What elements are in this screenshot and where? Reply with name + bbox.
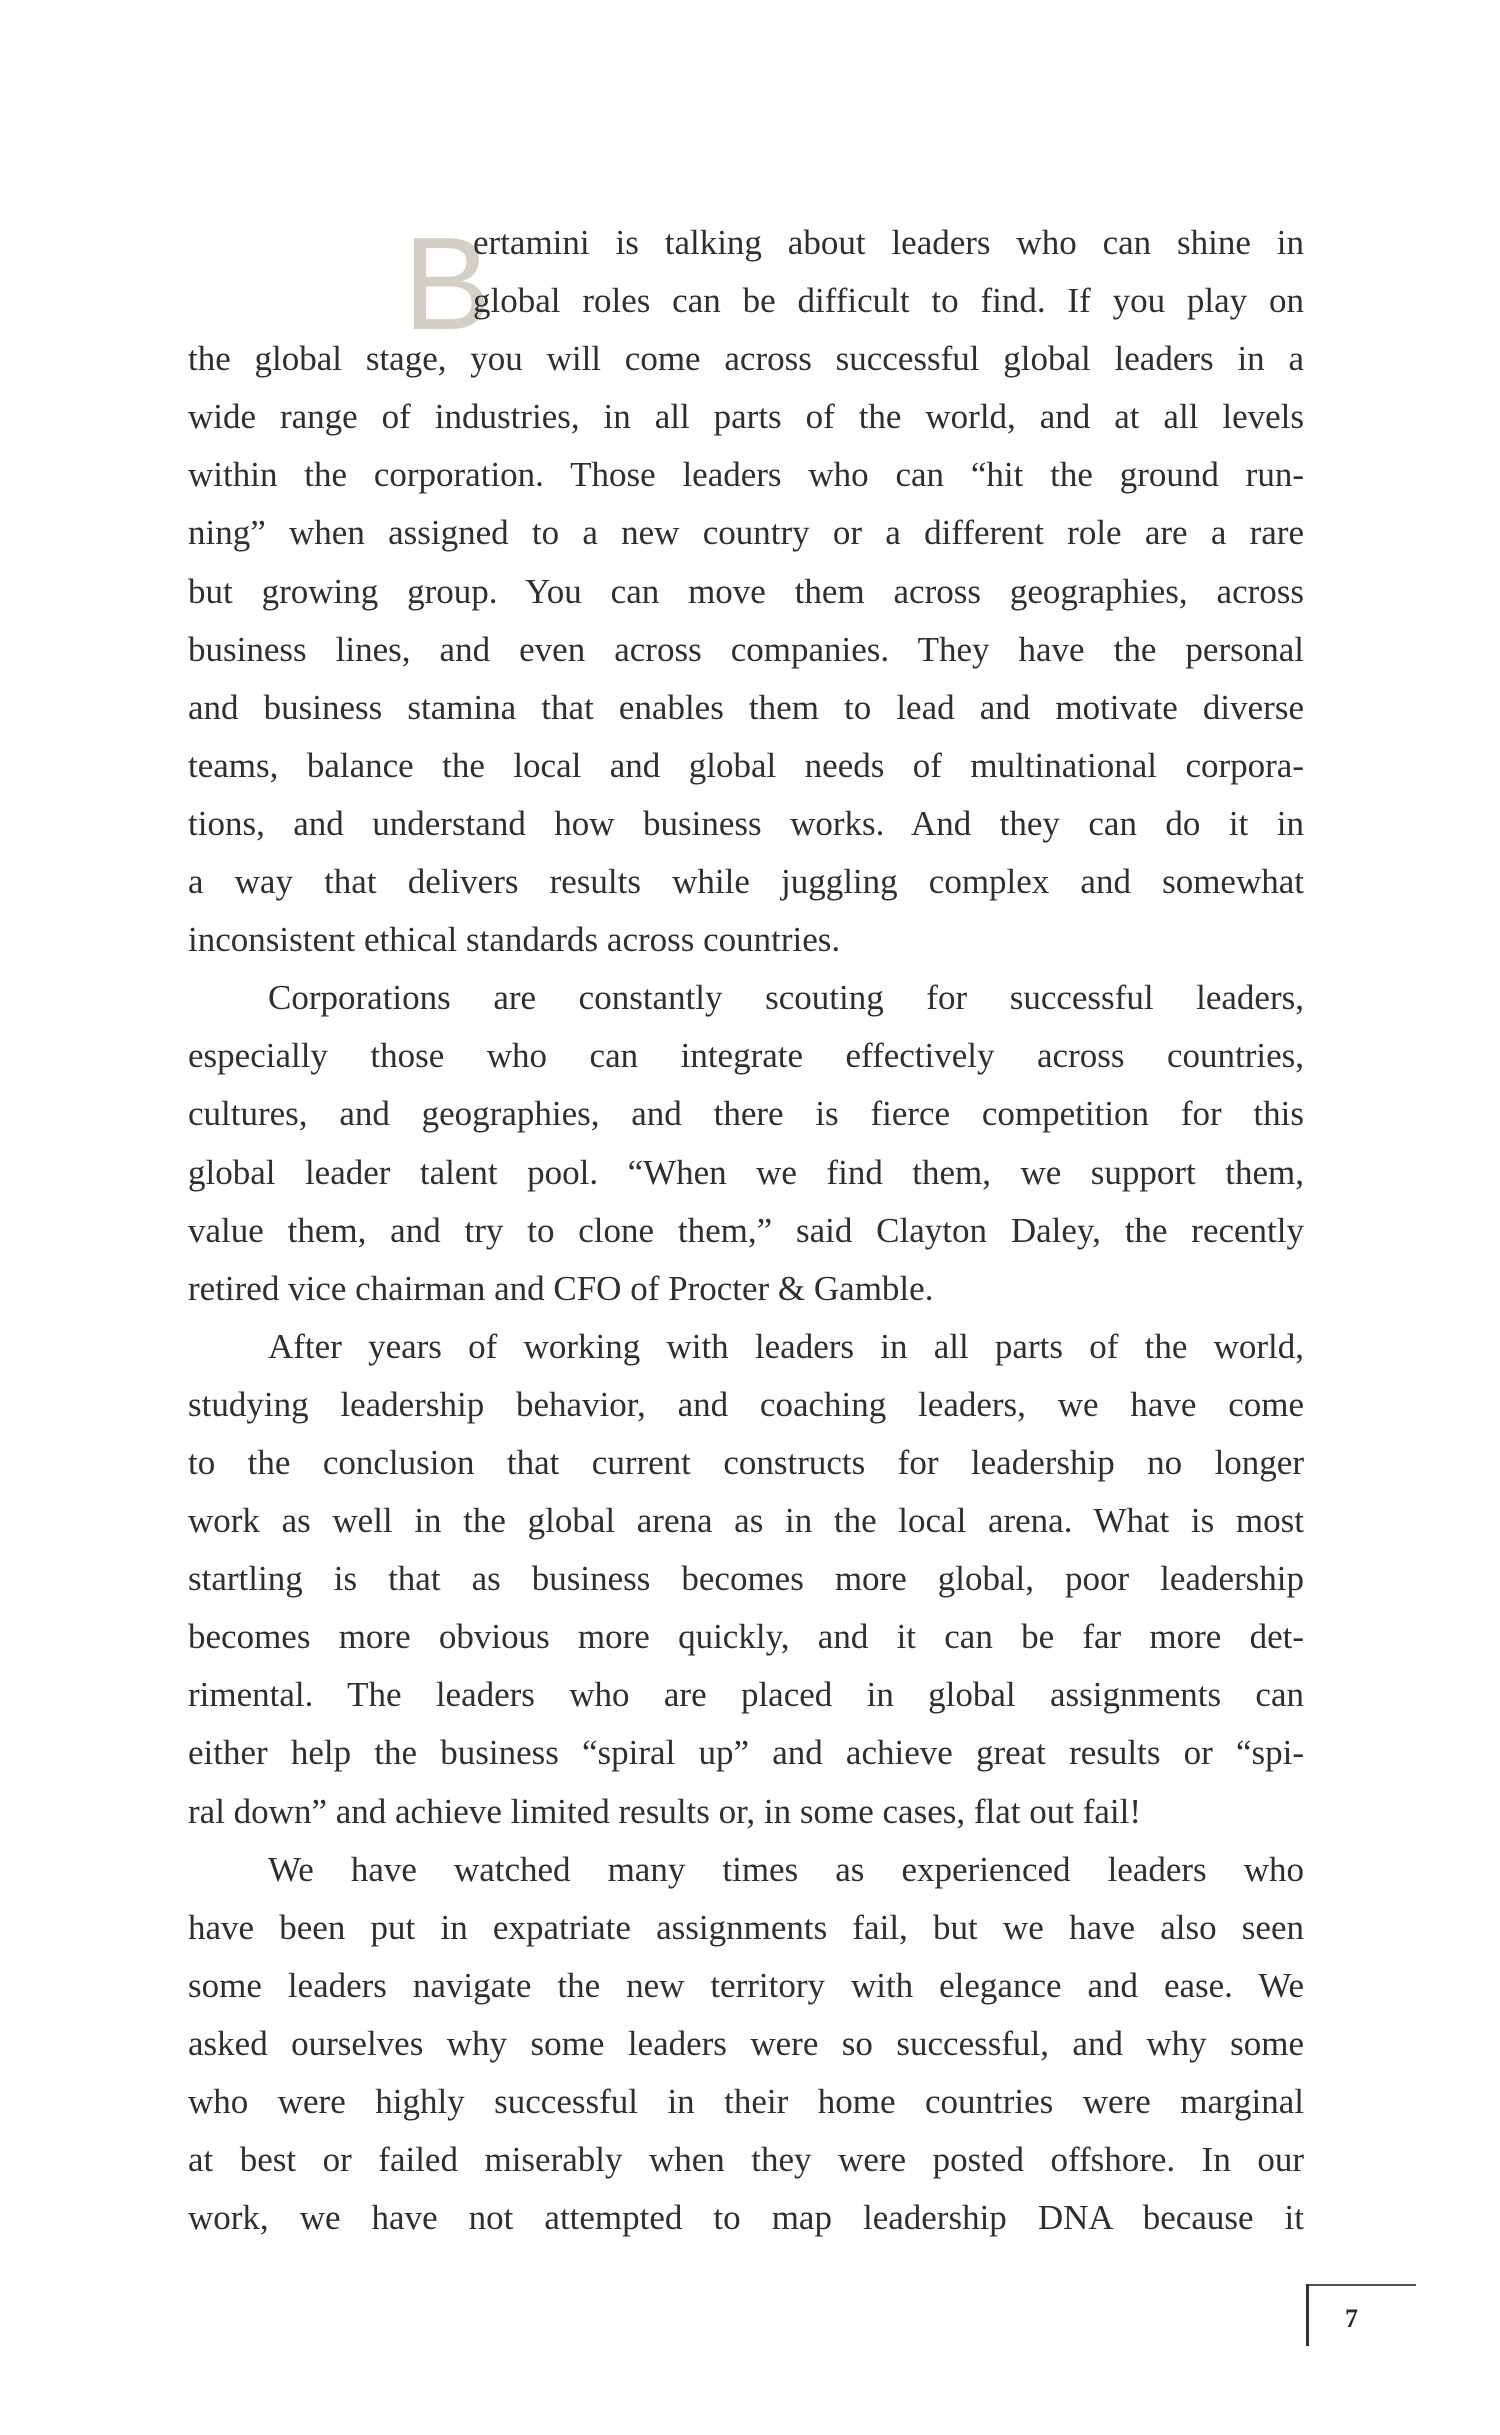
text-line: wide range of industries, in all parts of the world, and at all levels <box>188 397 1304 437</box>
text-line: work as well in the global arena as in the local arena. What is most <box>188 1501 1304 1541</box>
bracket-horizontal-rule <box>1309 2284 1416 2286</box>
bracket-vertical-rule <box>1306 2284 1309 2346</box>
text-line: ral down” and achieve limited results or, in some cases, flat out fail! <box>188 1791 1142 1831</box>
page-number-bracket <box>1306 2284 1416 2346</box>
text-line: After years of working with leaders in all parts of the world, <box>268 1326 1304 1366</box>
text-line: some leaders navigate the new territory with elegance and ease. We <box>188 1965 1304 2005</box>
text-line: studying leadership behavior, and coaching leaders, we have come <box>188 1384 1304 1424</box>
text-line: We have watched many times as experienced leaders who <box>268 1849 1304 1889</box>
text-line: retired vice chairman and CFO of Procter & Gamble. <box>188 1268 934 1308</box>
text-line: the global stage, you will come across successful global leaders in a <box>188 339 1304 379</box>
text-line: teams, balance the local and global needs of multinational corpora- <box>188 745 1304 785</box>
text-line: within the corporation. Those leaders who can “hit the ground run- <box>188 455 1304 495</box>
drop-cap: B <box>403 210 492 357</box>
text-line: to the conclusion that current constructs for leadership no longer <box>188 1442 1304 1482</box>
text-line: inconsistent ethical standards across countries. <box>188 920 841 960</box>
text-line: especially those who can integrate effectively across countries, <box>188 1036 1304 1076</box>
text-line: business lines, and even across companies. They have the personal <box>188 629 1304 669</box>
page-number: 7 <box>1345 2304 1358 2333</box>
text-line: global roles can be difficult to find. If you play on <box>473 281 1304 321</box>
text-line: at best or failed miserably when they were posted offshore. In our <box>188 2140 1304 2180</box>
text-line: startling is that as business becomes more global, poor leadership <box>188 1559 1304 1599</box>
text-line: ning” when assigned to a new country or a different role are a rare <box>188 513 1304 553</box>
text-line: either help the business “spiral up” and achieve great results or “spi- <box>188 1733 1304 1773</box>
text-line: cultures, and geographies, and there is fierce competition for this <box>188 1094 1304 1134</box>
text-line: tions, and understand how business works. And they can do it in <box>188 803 1304 843</box>
text-line: global leader talent pool. “When we find them, we support them, <box>188 1152 1304 1192</box>
text-line: ertamini is talking about leaders who can shine in <box>473 223 1304 262</box>
text-line: have been put in expatriate assignments fail, but we have also seen <box>188 1907 1304 1947</box>
text-line: value them, and try to clone them,” said Clayton Daley, the recently <box>188 1210 1304 1250</box>
text-line: asked ourselves why some leaders were so successful, and why some <box>188 2023 1304 2063</box>
text-line: but growing group. You can move them across geographies, across <box>188 571 1304 611</box>
text-line: a way that delivers results while juggling complex and somewhat <box>188 862 1304 902</box>
text-line: Corporations are constantly scouting for successful leaders, <box>268 978 1304 1018</box>
text-line: work, we have not attempted to map leadership DNA because it <box>188 2198 1304 2238</box>
text-line: becomes more obvious more quickly, and it can be far more det- <box>188 1617 1304 1657</box>
text-line: who were highly successful in their home countries were marginal <box>188 2082 1304 2121</box>
text-line: rimental. The leaders who are placed in global assignments can <box>188 1675 1304 1715</box>
body-text <box>188 210 1304 2247</box>
text-line: and business stamina that enables them to lead and motivate diverse <box>188 687 1304 727</box>
